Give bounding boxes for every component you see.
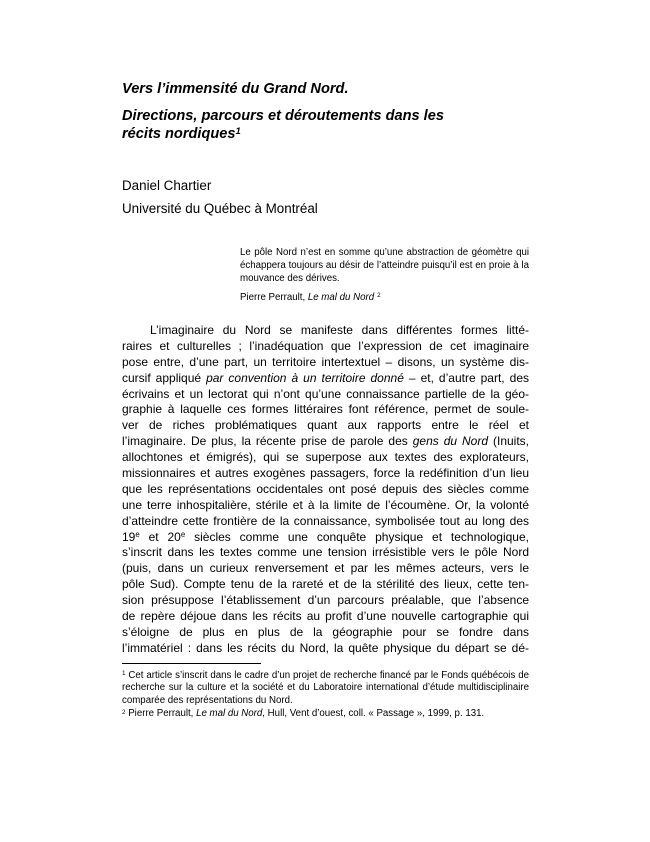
text-segment: pose entre, d’une part, un territoire intertextuel – disons, un système dis- [122,354,529,369]
body-line [122,355,529,371]
body-line [122,641,529,657]
footnote-item [122,670,529,708]
body-line [122,609,529,625]
text-segment: raires et culturelles ; l’inadéquation que l’expression de cet imaginaire [122,338,529,353]
footnote-ref-1: 1 [235,126,241,138]
text-segment: allochtones et émigrés), qui se superpose aux textes des explorateurs, [122,450,529,465]
italic-text: gens du Nord [412,434,489,449]
body-paragraph [122,323,529,657]
text-segment: de repère déjoue dans les récits au profit d’une nouvelle cartographie qui [122,609,529,624]
body-line [122,387,529,403]
text-segment: écrivains et un lectorat qui n’ont qu’une connaissance partielle de la géo- [122,386,529,401]
article-title [122,80,529,143]
epigraph-attribution [240,291,529,304]
footnote-marker: 2 [122,708,126,716]
text-segment: – et, d’autre part, des [403,370,529,385]
footnote-item [122,708,529,721]
body-line [122,402,529,418]
superscript: e [135,530,140,540]
footnote-marker: 1 [122,670,126,678]
body-line [122,371,529,387]
epigraph [240,246,529,304]
footnote-separator [122,663,261,664]
body-line [122,418,529,434]
body-line [122,323,529,339]
title-line-3-text: récits nordiques [122,126,236,142]
epigraph-attribution-work-title: Le mal du Nord [307,292,375,303]
text-segment: l’imaginaire. De plus, la récente prise de parole des [122,434,413,449]
text-segment: (puis, dans un curieux renversement et par les mêmes acteurs, vers le [122,561,529,576]
body-line [122,625,529,641]
superscript: e [180,530,186,540]
body-line [122,545,529,561]
text-segment: s’éloigne de plus en plus de la géographie pour se fondre dans [122,624,529,639]
text-segment: et 20 [139,529,181,544]
body-line [122,434,529,450]
body-line [122,514,529,530]
text-segment: siècles comme une conquête physique et technologique, [185,529,529,544]
text-segment: ver de riches problématiques quant aux rapports entre le réel et [122,418,529,433]
body-line [122,450,529,466]
text-segment: sion présuppose l’établissement d’un parcours préalable, que l’absence [122,593,529,608]
text-segment: Pierre Perrault, [128,708,197,720]
author-affiliation: Université du Québec à Montréal [122,201,318,216]
body-line [122,593,529,609]
text-segment: missionnaires et autres exogènes passagers, force la redéfinition d’un lieu [122,466,529,481]
author-name: Daniel Chartier [122,178,212,193]
page-content [122,80,529,721]
body-line [122,498,529,514]
body-line [122,530,529,546]
text-segment: l’immatériel : dans les récits du Nord, la quête physique du départ se dé- [122,640,529,655]
text-segment: L’imaginaire du Nord se manifeste dans différentes formes litté- [150,323,529,337]
text-segment: d’atteindre cette frontière de la connaissance, symbolisée tout au long des [122,513,529,528]
text-segment: (Inuits, [488,434,529,449]
text-segment: s’inscrit dans les textes comme une tension irrésistible vers le pôle Nord [122,545,529,560]
body-line [122,339,529,355]
body-line [122,466,529,482]
footnotes [122,670,529,721]
epigraph-attribution-author: Pierre Perrault, [240,292,308,303]
text-segment: une terre inhospitalière, stérile et à la limite de l’écoumène. Or, la volonté [122,497,529,512]
text-segment: Cet article s’inscrit dans le cadre d’un projet de recherche financé par le Fonds québécois de recherche sur la culture et la société et du Laboratoire international d’étude multidisciplinaire comparée des représentations du Nord. [122,669,529,706]
title-line-1: Vers l’immensité du Grand Nord. [122,81,349,97]
title-line-3 [122,125,529,143]
text-segment: graphie à laquelle ces formes littéraires font référence, permet de soule- [122,402,529,417]
body-line [122,577,529,593]
text-segment: pôle Sud). Compte tenu de la rareté et de la stérilité des lieux, cette ten- [122,577,529,592]
byline [122,177,529,218]
text-segment: 19 [122,529,136,544]
body-line [122,482,529,498]
body-line [122,561,529,577]
italic-text: Le mal du Nord [196,708,263,720]
footnote-ref-2: 2 [377,292,381,300]
epigraph-quote: Le pôle Nord n’est en somme qu’une abstraction de géomètre qui échappera toujours au désir de l’atteindre puisqu’il est en proie à la mouvance des dérives. [240,247,529,284]
text-segment: que les représentations occidentales ont posé depuis des siècles comme [122,481,529,496]
text-segment: , Hull, Vent d’ouest, coll. « Passage », 1999, p. 131. [262,708,485,720]
text-segment: cursif appliqué [122,370,207,385]
title-line-2: Directions, parcours et déroutements dans les [122,108,444,124]
italic-text: par convention à un territoire donné [206,370,404,385]
